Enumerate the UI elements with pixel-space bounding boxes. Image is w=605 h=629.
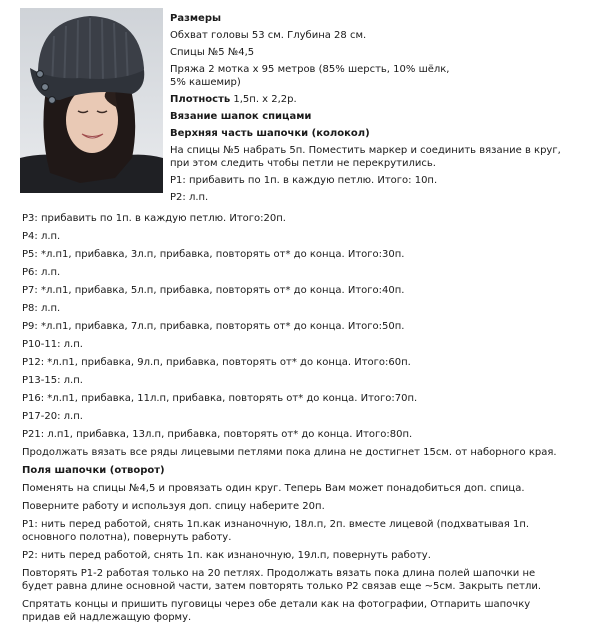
pattern-row: Р8: л.п.: [22, 303, 61, 314]
brim-p2: Р2: нить перед работой, снять 1п. как изнаночную, 19л.п, повернуть работу.: [22, 550, 431, 561]
top-title: Верхняя часть шапочки (колокол): [170, 128, 370, 139]
repeat-line1: Повторять Р1-2 работая только на 20 петлях. Продолжать вязать пока длина полей шапочки не: [22, 568, 536, 579]
pattern-row: Р16: *л.п1, прибавка, 11л.п, прибавка, повторять от* до конца. Итого:70п.: [22, 393, 418, 404]
row-p1: Р1: прибавить по 1п. в каждую петлю. Итого: 10п.: [170, 175, 438, 186]
pattern-row: Р7: *л.п1, прибавка, 5л.п, прибавка, повторять от* до конца. Итого:40п.: [22, 285, 405, 296]
pattern-row: Р12: *л.п1, прибавка, 9л.п, прибавка, повторять от* до конца. Итого:60п.: [22, 357, 411, 368]
pattern-row: Р17-20: л.п.: [22, 411, 83, 422]
yarn-text-line1: Пряжа 2 мотка х 95 метров (85% шерсть, 10% шёлк,: [170, 64, 450, 75]
finish-line1: Спрятать концы и пришить пуговицы через обе детали как на фотографии, Отпарить шапочку: [22, 599, 531, 610]
repeat-line2: будет равна длине основной части, затем повторять только Р2 связав еще ~5см. Закрыть петли.: [22, 581, 542, 592]
pattern-row: Р6: л.п.: [22, 267, 61, 278]
pattern-row: Продолжать вязать все ряды лицевыми петлями пока длина не достигнет 15см. от наборного края.: [22, 447, 557, 458]
sizes-title: Размеры: [170, 13, 222, 24]
row-p2: Р2: л.п.: [170, 192, 209, 203]
needles-text: Спицы №5 №4,5: [170, 47, 255, 58]
pattern-row: Р10-11: л.п.: [22, 339, 83, 350]
pattern-row: Р5: *л.п1, прибавка, 3л.п, прибавка, повторять от* до конца. Итого:30п.: [22, 249, 405, 260]
brim-title: Поля шапочки (отворот): [22, 465, 165, 476]
brim-p1-line1: Р1: нить перед работой, снять 1п.как изнаночную, 18л.п, 2п. вместе лицевой (подхватывая 1п.: [22, 519, 530, 530]
density-text: [170, 93, 602, 106]
hat-illustration: [20, 8, 163, 193]
finish-line2: придав ей надлежащую форму.: [22, 612, 192, 623]
header-block: [170, 12, 602, 208]
brim-row: Поменять на спицы №4,5 и провязать один круг. Теперь Вам может понадобиться доп. спица.: [22, 483, 525, 494]
brim-p1-line2: основного полотна), повернуть работу.: [22, 532, 232, 543]
intro-line1: На спицы №5 набрать 5п. Поместить маркер и соединить вязание в круг,: [170, 145, 561, 156]
pattern-row: Р13-15: л.п.: [22, 375, 83, 386]
hat-photo: [20, 8, 163, 193]
pattern-row: Р21: л.п1, прибавка, 13л.п, прибавка, повторять от* до конца. Итого:80п.: [22, 429, 413, 440]
density-label: Плотность: [170, 94, 231, 105]
pattern-row: Р4: л.п.: [22, 231, 61, 242]
pattern-row: Р9: *л.п1, прибавка, 7л.п, прибавка, повторять от* до конца. Итого:50п.: [22, 321, 405, 332]
knit-title: Вязание шапок спицами: [170, 111, 312, 122]
pattern-body: [22, 212, 600, 629]
yarn-text-line2: 5% кашемир): [170, 77, 241, 88]
brim-row: Поверните работу и используя доп. спицу наберите 20п.: [22, 501, 325, 512]
intro-line2: при этом следить чтобы петли не перекрутились.: [170, 158, 436, 169]
pattern-row: Р3: прибавить по 1п. в каждую петлю. Итого:20п.: [22, 213, 286, 224]
sizes-text: Обхват головы 53 см. Глубина 28 см.: [170, 30, 367, 41]
density-value: 1,5п. х 2,2р.: [233, 94, 297, 105]
